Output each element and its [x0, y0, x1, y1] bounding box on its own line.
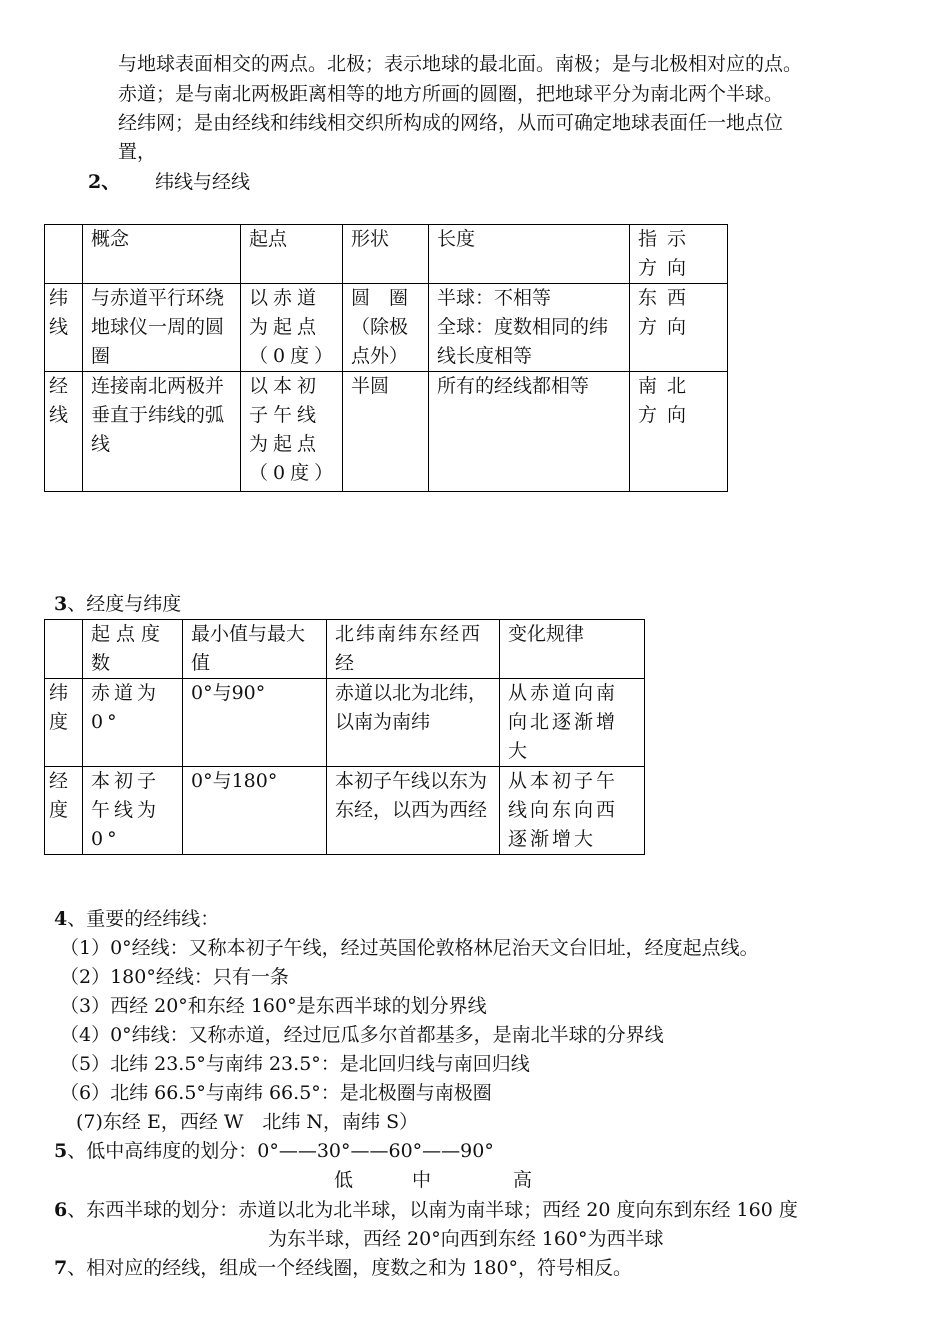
header-cell: 起点度数 — [83, 620, 183, 679]
table-cell: 东西方向 — [630, 284, 728, 372]
section4-number: 4 — [54, 908, 68, 930]
header-cell: 指示方向 — [630, 225, 728, 284]
section6-number: 6 — [54, 1199, 68, 1221]
table-cell: 与赤道平行环绕地球仪一周的圆圈 — [83, 284, 241, 372]
header-cell — [45, 620, 83, 679]
section7-title: 、相对应的经线，组成一个经线圈，度数之和为 180°，符号相反。 — [67, 1257, 633, 1279]
table-cell: 从本初子午线向东向西逐渐增大 — [500, 767, 645, 855]
section3-heading — [54, 590, 181, 619]
section3-title: 、经度与纬度 — [67, 593, 182, 615]
table-cell: 0°与180° — [183, 767, 327, 855]
section4-title: 、重要的经纬线： — [67, 908, 220, 930]
row-label-cell: 纬度 — [45, 679, 83, 767]
table-cell: 所有的经线都相等 — [429, 372, 630, 492]
list-item: (7)东经 E，西经 W 北纬 N，南纬 S） — [76, 1111, 419, 1133]
header-cell: 最小值与最大值 — [183, 620, 327, 679]
table-cell: 以赤道为起点（0度） — [241, 284, 343, 372]
list-item: （1）0°经线：又称本初子午线，经过英国伦敦格林尼治天文台旧址，经度起点线。 — [60, 937, 759, 959]
header-cell: 起点 — [241, 225, 343, 284]
table-cell: 圆 圈（除极点外） — [343, 284, 429, 372]
list-item: （6）北纬 66.5°与南纬 66.5°：是北极圈与南极圈 — [60, 1082, 492, 1104]
table-cell: 半球：不相等 全球：度数相同的纬线长度相等 — [429, 284, 630, 372]
table-cell: 南北方向 — [630, 372, 728, 492]
latitude-band-mid: 中 — [412, 1169, 432, 1191]
table-cell: 0°与90° — [183, 679, 327, 767]
table-header-row — [45, 225, 728, 284]
section3-number: 3 — [54, 593, 68, 615]
section7-number: 7 — [54, 1257, 68, 1279]
table-row — [45, 679, 645, 767]
section2-title: 纬线与经线 — [155, 171, 251, 193]
table-cell: 赤道以北为北纬，以南为南纬 — [327, 679, 500, 767]
intro-line-1: 与地球表面相交的两点。北极；表示地球的最北面。南极；是与北极相对应的点。 — [118, 53, 803, 75]
list-item: （2）180°经线：只有一条 — [60, 966, 289, 988]
section2-number: 2、 — [88, 171, 121, 193]
table-row — [45, 284, 728, 372]
table-cell: 从赤道向南向北逐渐增大 — [500, 679, 645, 767]
row-label-cell: 经度 — [45, 767, 83, 855]
section5-number: 5 — [54, 1140, 68, 1162]
list-item: （3）西经 20°和东经 160°是东西半球的划分界线 — [60, 995, 487, 1017]
table-cell: 连接南北两极并垂直于纬线的弧线 — [83, 372, 241, 492]
table-row — [45, 372, 728, 492]
row-label-cell: 经线 — [45, 372, 83, 492]
section5-title: 、低中高纬度的划分：0°——30°——60°——90° — [67, 1140, 494, 1162]
header-cell: 长度 — [429, 225, 630, 284]
header-cell — [45, 225, 83, 284]
latitude-band-high: 高 — [513, 1169, 533, 1191]
section6-line-1 — [54, 1196, 798, 1225]
intro-line-4: 置， — [118, 141, 157, 163]
header-cell: 变化规律 — [500, 620, 645, 679]
section4-heading — [54, 905, 219, 934]
table-cell: 本初子午线为0° — [83, 767, 183, 855]
table-cell: 半圆 — [343, 372, 429, 492]
table-cell: 本初子午线以东为东经，以西为西经 — [327, 767, 500, 855]
table-cell: 以本初子午线为起点（0度） — [241, 372, 343, 492]
table-cell: 赤道为0° — [83, 679, 183, 767]
table-row — [45, 767, 645, 855]
section5-heading — [54, 1137, 494, 1166]
header-cell: 北纬南纬东经西经 — [327, 620, 500, 679]
intro-line-3: 经纬网；是由经线和纬线相交织所构成的网络，从而可确定地球表面任一地点位 — [118, 112, 784, 134]
list-item: （5）北纬 23.5°与南纬 23.5°：是北回归线与南回归线 — [60, 1053, 530, 1075]
row-label-cell: 纬线 — [45, 284, 83, 372]
section6-line-2: 为东半球，西经 20°向西到东经 160°为西半球 — [268, 1228, 664, 1250]
header-cell: 概念 — [83, 225, 241, 284]
intro-line-2: 赤道；是与南北两极距离相等的地方所画的圆圈，把地球平分为南北两个半球。 — [118, 83, 784, 105]
degree-table — [44, 619, 645, 855]
table-header-row — [45, 620, 645, 679]
section7-heading — [54, 1254, 632, 1283]
latitude-longitude-lines-table — [44, 224, 728, 492]
latitude-band-low: 低 — [334, 1169, 354, 1191]
list-item: （4）0°纬线：又称赤道，经过厄瓜多尔首都基多，是南北半球的分界线 — [60, 1024, 664, 1046]
header-cell: 形状 — [343, 225, 429, 284]
section6-text: 、东西半球的划分：赤道以北为北半球，以南为南半球；西经 20 度向东到东经 160 度 — [67, 1199, 798, 1221]
